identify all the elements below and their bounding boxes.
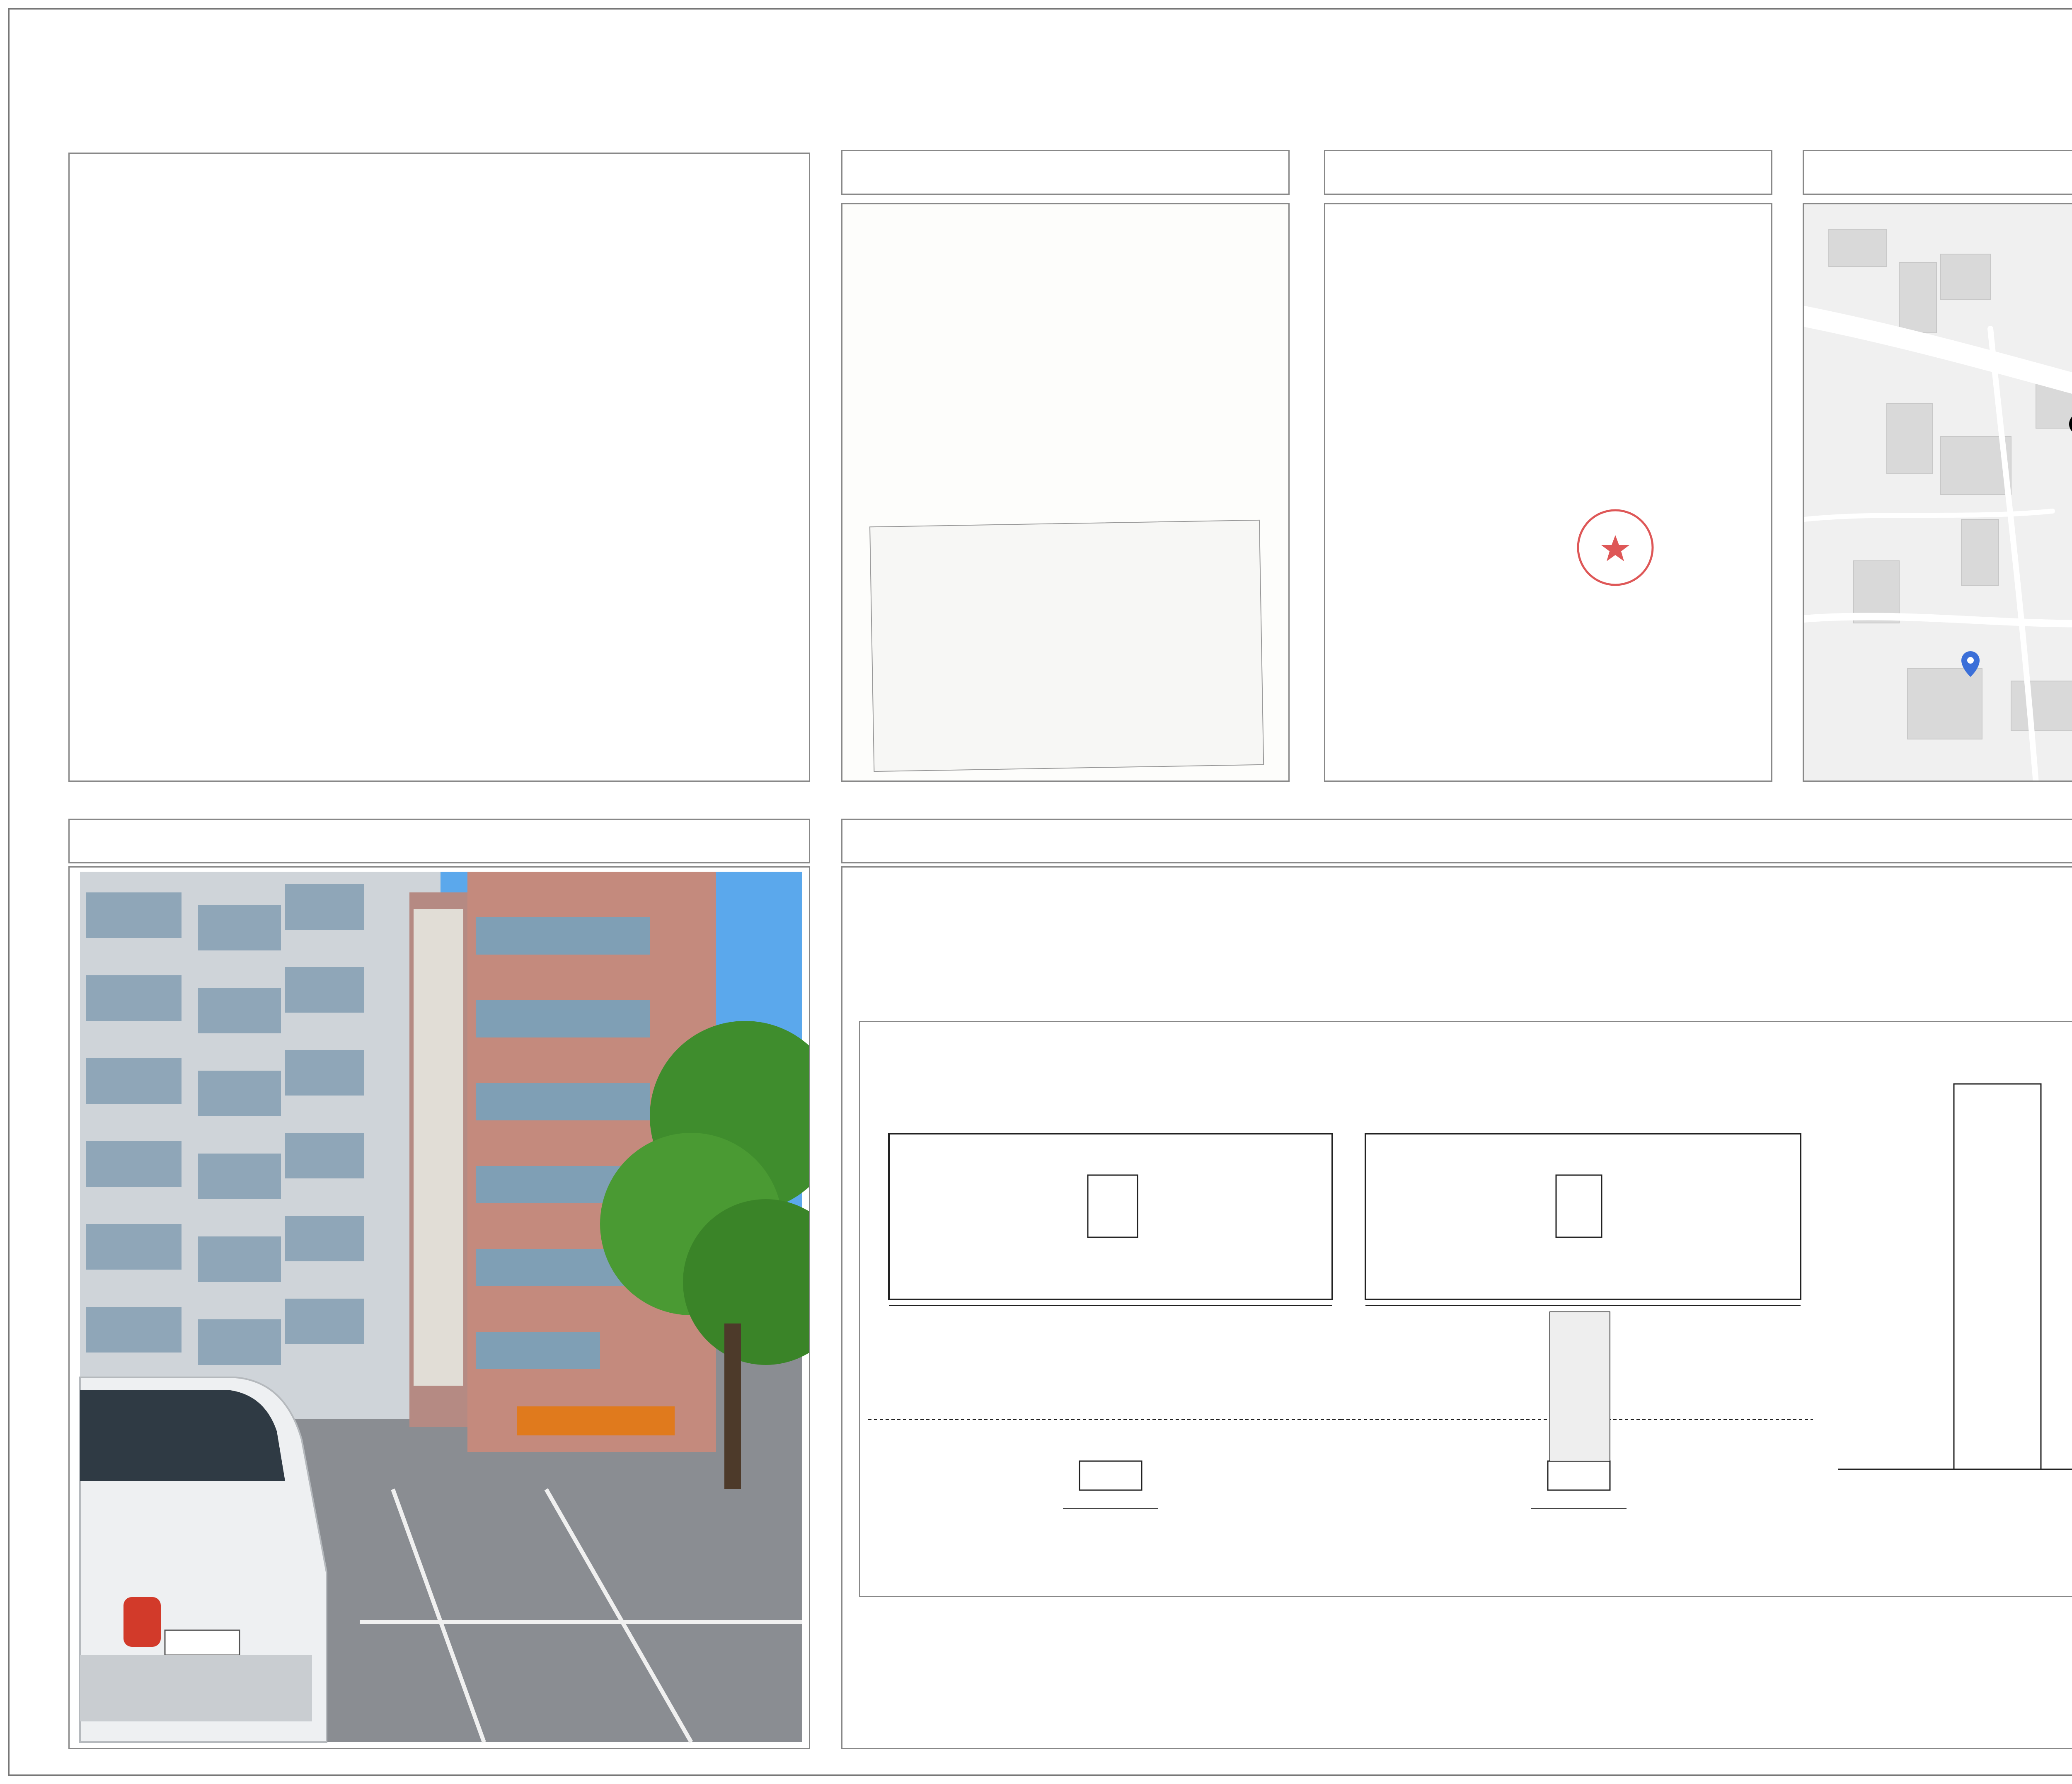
- location-map-image: [1804, 204, 2072, 782]
- approval-document: [1324, 203, 1772, 782]
- building-left: [80, 872, 467, 1427]
- application-header: [841, 150, 1290, 195]
- notice-office-line: [84, 162, 795, 193]
- application-document-image: [842, 204, 1290, 782]
- site-photo-image: [70, 868, 810, 1749]
- location-map: [1803, 203, 2072, 782]
- drawing-sheet-image: [860, 1022, 2072, 1598]
- elevator-section: [1838, 1067, 2072, 1469]
- location-header: [1803, 150, 2072, 195]
- drawings-panel: [841, 866, 2072, 1749]
- application-document: [841, 203, 1290, 782]
- approval-header: [1324, 150, 1772, 195]
- site-photo: [68, 866, 810, 1749]
- drawing-sheet: [859, 1021, 2072, 1597]
- ground-floor-plan: [868, 1134, 1341, 1509]
- drawings-header: [841, 819, 2072, 863]
- notice-contact-line: [84, 193, 795, 224]
- corridor-hatch: [1550, 1312, 1610, 1461]
- approval-document-image: [1325, 204, 1772, 782]
- photo-header: [68, 819, 810, 863]
- notice-panel: [68, 153, 810, 782]
- white-van: [80, 1377, 327, 1742]
